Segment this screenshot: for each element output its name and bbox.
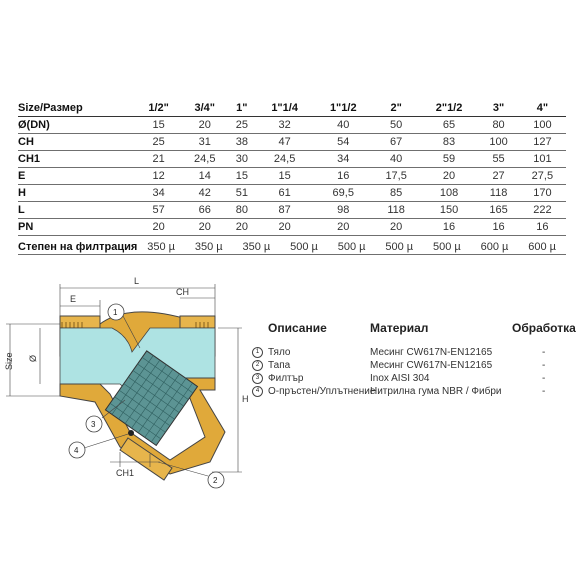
table-cell: 118 [478, 185, 518, 202]
filtration-cell: 500 µ [280, 240, 328, 255]
table-cell: 34 [314, 151, 373, 168]
table-cell: 12 [136, 168, 181, 185]
svg-text:3: 3 [91, 420, 96, 429]
header-cell: 1"1/4 [255, 100, 314, 117]
table-cell: 14 [181, 168, 228, 185]
table-cell: 54 [314, 134, 373, 151]
table-cell: 20 [228, 219, 255, 236]
table-cell: 20 [181, 117, 228, 134]
table-cell: 55 [478, 151, 518, 168]
row-label: H [18, 185, 136, 202]
legend-treatment: - [542, 386, 546, 397]
legend-header-description: Описание [268, 321, 327, 335]
filtration-cell: 500 µ [423, 240, 471, 255]
table-cell: 30 [228, 151, 255, 168]
legend-number: 4 [252, 386, 263, 397]
dim-L-label: L [134, 276, 140, 286]
header-cell: 3" [478, 100, 518, 117]
table-row [18, 168, 566, 185]
legend-material: Нитрилна гума NBR / Фибри [370, 386, 502, 397]
table-cell: 15 [228, 168, 255, 185]
table-cell: 21 [136, 151, 181, 168]
table-cell: 25 [136, 134, 181, 151]
legend-part-name: О-пръстен/Уплътнение [268, 386, 376, 397]
table-cell: 118 [373, 202, 420, 219]
table-cell: 42 [181, 185, 228, 202]
table-cell: 20 [255, 219, 314, 236]
table-cell: 24,5 [181, 151, 228, 168]
legend-number: 2 [252, 360, 263, 371]
legend-material: Inox AISI 304 [370, 373, 430, 384]
table-cell: 40 [373, 151, 420, 168]
filtration-cell: 600 µ [471, 240, 519, 255]
table-cell: 51 [228, 185, 255, 202]
table-cell: 85 [373, 185, 420, 202]
header-cell: 4" [519, 100, 566, 117]
svg-text:4: 4 [74, 446, 79, 455]
table-cell: 20 [136, 219, 181, 236]
table-cell: 50 [373, 117, 420, 134]
table-cell: 32 [255, 117, 314, 134]
table-row [18, 219, 566, 236]
table-cell: 24,5 [255, 151, 314, 168]
row-label: L [18, 202, 136, 219]
row-label: CH1 [18, 151, 136, 168]
table-cell: 57 [136, 202, 181, 219]
table-row [18, 151, 566, 168]
filtration-cell: 350 µ [185, 240, 233, 255]
table-cell: 59 [420, 151, 479, 168]
legend-number: 1 [252, 347, 263, 358]
table-cell: 101 [519, 151, 566, 168]
legend-number: 3 [252, 373, 263, 384]
row-label: Ø(DN) [18, 117, 136, 134]
table-cell: 127 [519, 134, 566, 151]
legend-header-treatment: Обработка [512, 321, 576, 335]
svg-text:1: 1 [113, 308, 118, 317]
strainer-drawing [0, 262, 260, 502]
table-cell: 80 [228, 202, 255, 219]
table-row [18, 117, 566, 134]
table-cell: 222 [519, 202, 566, 219]
filtration-cell: 350 µ [137, 240, 185, 255]
header-cell: 1" [228, 100, 255, 117]
header-cell: Size/Размер [18, 100, 136, 117]
table-cell: 87 [255, 202, 314, 219]
dim-CH-label: CH [176, 287, 189, 297]
filtration-label: Степен на филтрация [18, 241, 138, 253]
table-cell: 27,5 [519, 168, 566, 185]
table-cell: 65 [420, 117, 479, 134]
header-cell: 1/2" [136, 100, 181, 117]
table-cell: 108 [420, 185, 479, 202]
header-cell: 2"1/2 [420, 100, 479, 117]
table-cell: 170 [519, 185, 566, 202]
table-cell: 25 [228, 117, 255, 134]
right-hex-nut [180, 316, 215, 328]
table-cell: 20 [373, 219, 420, 236]
table-cell: 40 [314, 117, 373, 134]
filtration-cell: 500 µ [375, 240, 423, 255]
table-cell: 150 [420, 202, 479, 219]
legend-part-name: Филтър [268, 373, 304, 384]
table-cell: 67 [373, 134, 420, 151]
filtration-cell: 500 µ [328, 240, 376, 255]
table-cell: 20 [314, 219, 373, 236]
dim-dn-label: Ø [28, 354, 38, 362]
table-cell: 16 [478, 219, 518, 236]
filtration-row [18, 240, 566, 255]
filtration-cell: 600 µ [518, 240, 566, 255]
dim-size-label: Size [4, 352, 14, 370]
table-cell: 47 [255, 134, 314, 151]
table-cell: 80 [478, 117, 518, 134]
legend-header-material: Материал [370, 321, 429, 335]
header-cell: 1"1/2 [314, 100, 373, 117]
legend-part-name: Тапа [268, 360, 291, 371]
dimension-table [18, 100, 566, 236]
dim-E-label: E [70, 294, 77, 304]
table-header-row [18, 100, 566, 117]
o-ring [128, 430, 134, 436]
legend-treatment: - [542, 360, 546, 371]
dim-CH1-label: CH1 [116, 468, 135, 478]
filtration-cell: 350 µ [233, 240, 281, 255]
table-cell: 165 [478, 202, 518, 219]
table-cell: 66 [181, 202, 228, 219]
table-row [18, 202, 566, 219]
legend-part-name: Тяло [268, 347, 291, 358]
table-cell: 61 [255, 185, 314, 202]
table-cell: 38 [228, 134, 255, 151]
table-cell: 17,5 [373, 168, 420, 185]
dim-H-label: H [242, 394, 249, 404]
legend-treatment: - [542, 347, 546, 358]
table-row [18, 185, 566, 202]
row-label: E [18, 168, 136, 185]
filtration-table [18, 240, 566, 255]
svg-text:2: 2 [213, 476, 218, 485]
table-cell: 20 [420, 168, 479, 185]
row-label: PN [18, 219, 136, 236]
table-cell: 83 [420, 134, 479, 151]
table-cell: 16 [519, 219, 566, 236]
table-cell: 16 [420, 219, 479, 236]
table-cell: 20 [181, 219, 228, 236]
table-cell: 15 [255, 168, 314, 185]
table-cell: 98 [314, 202, 373, 219]
table-cell: 100 [478, 134, 518, 151]
legend-material: Месинг CW617N-EN12165 [370, 347, 493, 358]
row-label: CH [18, 134, 136, 151]
table-cell: 34 [136, 185, 181, 202]
legend-material: Месинг CW617N-EN12165 [370, 360, 493, 371]
header-cell: 2" [373, 100, 420, 117]
table-cell: 31 [181, 134, 228, 151]
table-cell: 69,5 [314, 185, 373, 202]
header-cell: 3/4" [181, 100, 228, 117]
table-cell: 100 [519, 117, 566, 134]
table-cell: 15 [136, 117, 181, 134]
legend-treatment: - [542, 373, 546, 384]
table-cell: 27 [478, 168, 518, 185]
table-cell: 16 [314, 168, 373, 185]
table-row [18, 134, 566, 151]
